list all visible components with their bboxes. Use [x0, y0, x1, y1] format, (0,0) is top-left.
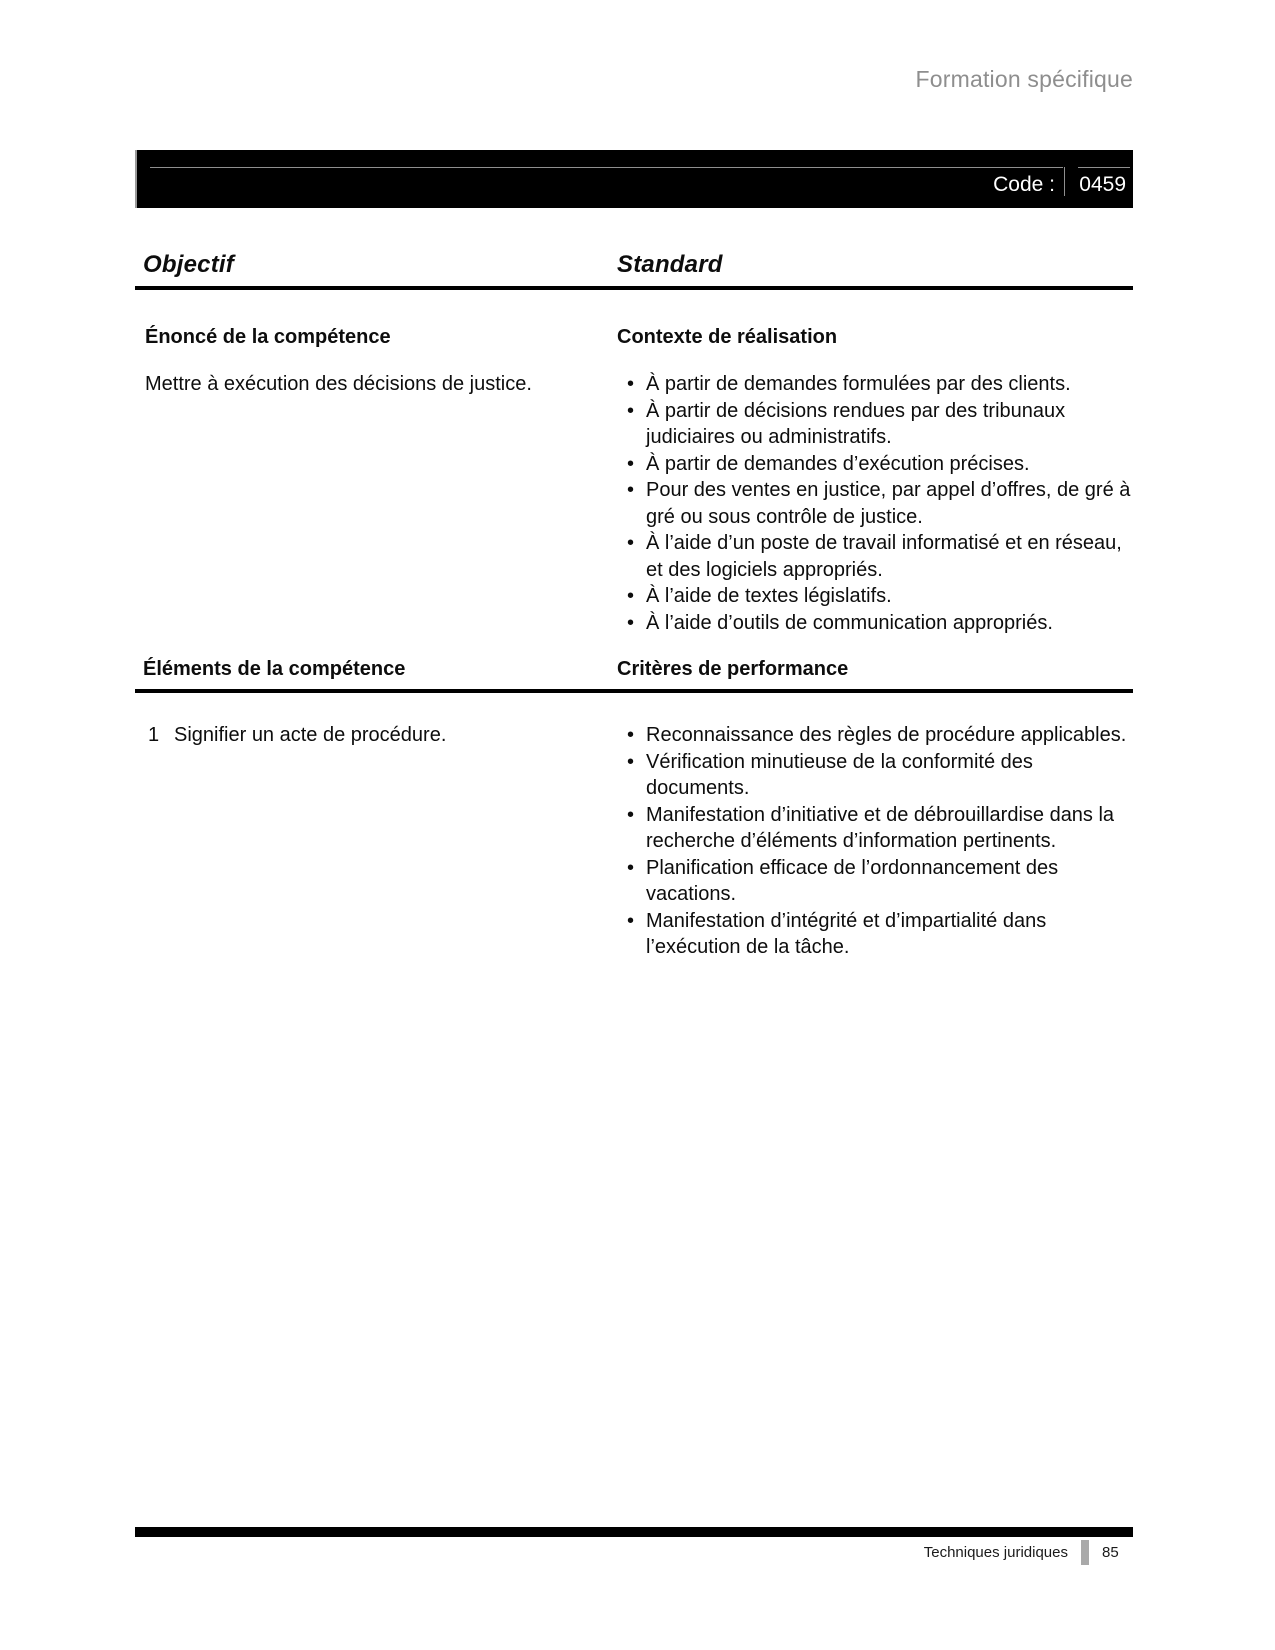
- criteres-list: [617, 722, 1133, 961]
- code-label: Code :: [993, 173, 1055, 196]
- list-item-text: Pour des ventes en justice, par appel d’offres, de gré à gré ou sous contrôle de justice.: [646, 479, 1131, 528]
- section-body-row-1: [135, 371, 1133, 636]
- footer-page-bar: [1081, 1540, 1089, 1565]
- contexte-list: [617, 371, 1133, 636]
- bullet-icon: [627, 477, 634, 504]
- list-item-text: Manifestation d’initiative et de débrouillardise dans la recherche d’éléments d’information pertinents.: [646, 803, 1115, 852]
- enonce-title-cell: [135, 326, 617, 349]
- bullet-icon: [627, 371, 634, 398]
- item-number: 1: [148, 724, 160, 746]
- list-item: [617, 371, 1133, 398]
- list-item: [617, 610, 1133, 637]
- list-item: [617, 749, 1133, 802]
- list-item: [617, 451, 1133, 478]
- contexte-title: Contexte de réalisation: [617, 326, 838, 348]
- code-banner: [135, 150, 1133, 208]
- list-item-text: À partir de demandes d’exécution précises.: [646, 452, 1030, 475]
- list-item: [617, 855, 1133, 908]
- elements-body-cell: [135, 722, 617, 749]
- footer: [135, 1540, 1133, 1565]
- enonce-body-cell: [135, 371, 617, 398]
- bullet-icon: [627, 583, 634, 610]
- criteres-title: Critères de performance: [617, 658, 849, 680]
- footer-page-number: 85: [1102, 1544, 1119, 1561]
- code-cell-top-border: [1078, 167, 1130, 168]
- contexte-title-cell: [617, 326, 1133, 349]
- bullet-icon: [627, 855, 634, 882]
- criteres-body-cell: [617, 722, 1133, 961]
- elements-title-cell: [135, 658, 617, 681]
- list-item-text: À l’aide d’un poste de travail informatisé et en réseau, et des logiciels appropriés.: [646, 532, 1122, 581]
- bullet-icon: [627, 749, 634, 776]
- criteres-title-cell: [617, 658, 848, 681]
- standard-header-cell: [617, 251, 723, 279]
- elements-title: Éléments de la compétence: [143, 658, 406, 680]
- section-body-row-2: [135, 722, 1133, 961]
- bullet-icon: [627, 802, 634, 829]
- section-titles-row-2: [135, 658, 1133, 693]
- list-item-text: À partir de demandes formulées par des clients.: [646, 373, 1071, 395]
- bullet-icon: [627, 398, 634, 425]
- column-headers-row: [135, 251, 1133, 290]
- list-item: [617, 530, 1133, 583]
- list-item-text: Vérification minutieuse de la conformité des documents.: [646, 750, 1033, 799]
- enonce-title: Énoncé de la compétence: [145, 326, 391, 348]
- item-text: Signifier un acte de procédure.: [174, 724, 447, 746]
- list-item-text: À l’aide d’outils de communication appropriés.: [646, 611, 1053, 634]
- list-item: [617, 802, 1133, 855]
- list-item: [617, 477, 1133, 530]
- bullet-icon: [627, 451, 634, 478]
- code-value: 0459: [1079, 173, 1126, 196]
- running-head: Formation spécifique: [915, 66, 1133, 92]
- footer-program-name: Techniques juridiques: [923, 1544, 1068, 1561]
- list-item: [617, 398, 1133, 451]
- enonce-body: Mettre à exécution des décisions de justice.: [145, 373, 532, 395]
- numbered-list-item: [145, 722, 577, 749]
- list-item-text: À partir de décisions rendues par des tribunaux judiciaires ou administratifs.: [646, 399, 1066, 448]
- code-cell-separator: [1064, 167, 1065, 196]
- footer-rule: [135, 1527, 1133, 1537]
- section-titles-row-1: [135, 326, 1133, 349]
- list-item-text: À l’aide de textes législatifs.: [646, 585, 892, 607]
- list-item-text: Manifestation d’intégrité et d’impartialité dans l’exécution de la tâche.: [646, 909, 1047, 958]
- bullet-icon: [627, 908, 634, 935]
- objectif-header-cell: [135, 251, 617, 279]
- contexte-body-cell: [617, 371, 1133, 636]
- bullet-icon: [627, 530, 634, 557]
- banner-divider-line: [150, 167, 1063, 168]
- list-item: [617, 583, 1133, 610]
- list-item-text: Planification efficace de l’ordonnancement des vacations.: [646, 856, 1059, 905]
- list-item-text: Reconnaissance des règles de procédure applicables.: [646, 724, 1127, 746]
- list-item: [617, 722, 1133, 749]
- list-item: [617, 908, 1133, 961]
- bullet-icon: [627, 722, 634, 749]
- objectif-header: Objectif: [143, 251, 234, 278]
- standard-header: Standard: [617, 251, 723, 278]
- bullet-icon: [627, 610, 634, 637]
